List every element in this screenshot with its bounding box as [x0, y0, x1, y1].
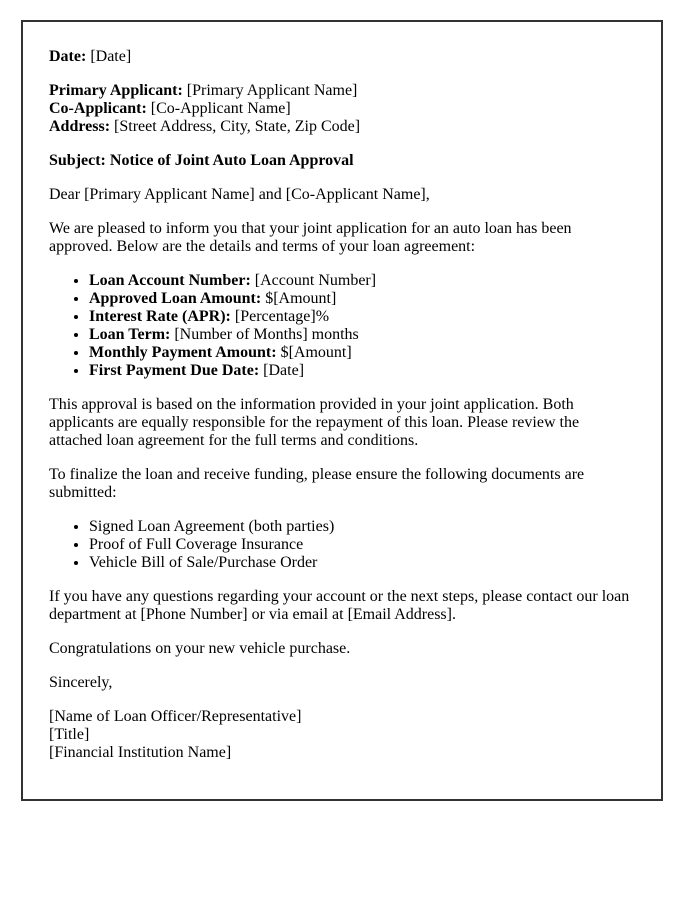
- loan-details-list: [49, 272, 635, 380]
- intro-paragraph: We are pleased to inform you that your joint application for an auto loan has been approved. Below are the details and terms of your loan agreement:: [49, 220, 572, 255]
- detail-value: [Account Number]: [254, 272, 377, 289]
- co-applicant-value: [Co-Applicant Name]: [150, 100, 291, 117]
- list-item: [89, 308, 635, 326]
- detail-label: First Payment Due Date:: [89, 362, 260, 379]
- signature-name: [Name of Loan Officer/Representative]: [49, 708, 302, 725]
- detail-label: Loan Account Number:: [89, 272, 251, 289]
- detail-label: Approved Loan Amount:: [89, 290, 262, 307]
- address-label: Address:: [49, 118, 111, 135]
- finalize-paragraph: To finalize the loan and receive funding, please ensure the following documents are submitted:: [49, 466, 585, 501]
- detail-value: [Number of Months] months: [174, 326, 359, 343]
- list-item: [89, 290, 635, 308]
- salutation: Dear [Primary Applicant Name] and [Co-Applicant Name],: [49, 186, 430, 203]
- date-label: Date:: [49, 48, 87, 65]
- list-item: [89, 362, 635, 380]
- required-documents-list: [49, 518, 635, 572]
- date-line: [49, 48, 635, 66]
- signature-block: [49, 708, 635, 762]
- date-value: [Date]: [90, 48, 132, 65]
- list-item: [89, 272, 635, 290]
- recipient-block: [49, 82, 635, 136]
- list-item: [89, 344, 635, 362]
- detail-value: $[Amount]: [265, 290, 337, 307]
- list-item: • Vehicle Bill of Sale/Purchase Order: [89, 554, 635, 572]
- detail-value: [Date]: [263, 362, 305, 379]
- co-applicant-label: Co-Applicant:: [49, 100, 147, 117]
- questions-paragraph: If you have any questions regarding your account or the next steps, please contact our loan department at [Phone Number] or via email at [Email Address].: [49, 588, 630, 623]
- detail-value: [Percentage]%: [234, 308, 330, 325]
- detail-label: Loan Term:: [89, 326, 171, 343]
- primary-applicant-label: Primary Applicant:: [49, 82, 183, 99]
- list-item: [89, 326, 635, 344]
- detail-label: Interest Rate (APR):: [89, 308, 231, 325]
- address-value: [Street Address, City, State, Zip Code]: [114, 118, 361, 135]
- primary-applicant-value: [Primary Applicant Name]: [186, 82, 358, 99]
- closing: Sincerely,: [49, 674, 113, 691]
- signature-institution: [Financial Institution Name]: [49, 744, 232, 761]
- list-item: • Signed Loan Agreement (both parties): [89, 518, 635, 536]
- detail-label: Monthly Payment Amount:: [89, 344, 277, 361]
- subject-line: Subject: Notice of Joint Auto Loan Approval: [49, 152, 354, 169]
- list-item: • Proof of Full Coverage Insurance: [89, 536, 635, 554]
- signature-title: [Title]: [49, 726, 90, 743]
- detail-value: $[Amount]: [280, 344, 352, 361]
- approval-paragraph: This approval is based on the information provided in your joint application. Both applicants are equally responsible for the repayment of this loan. Please review the attached loan agreement for the full terms and conditions.: [49, 396, 580, 449]
- loan-approval-letter: [21, 20, 663, 801]
- congratulations-paragraph: Congratulations on your new vehicle purchase.: [49, 640, 351, 657]
